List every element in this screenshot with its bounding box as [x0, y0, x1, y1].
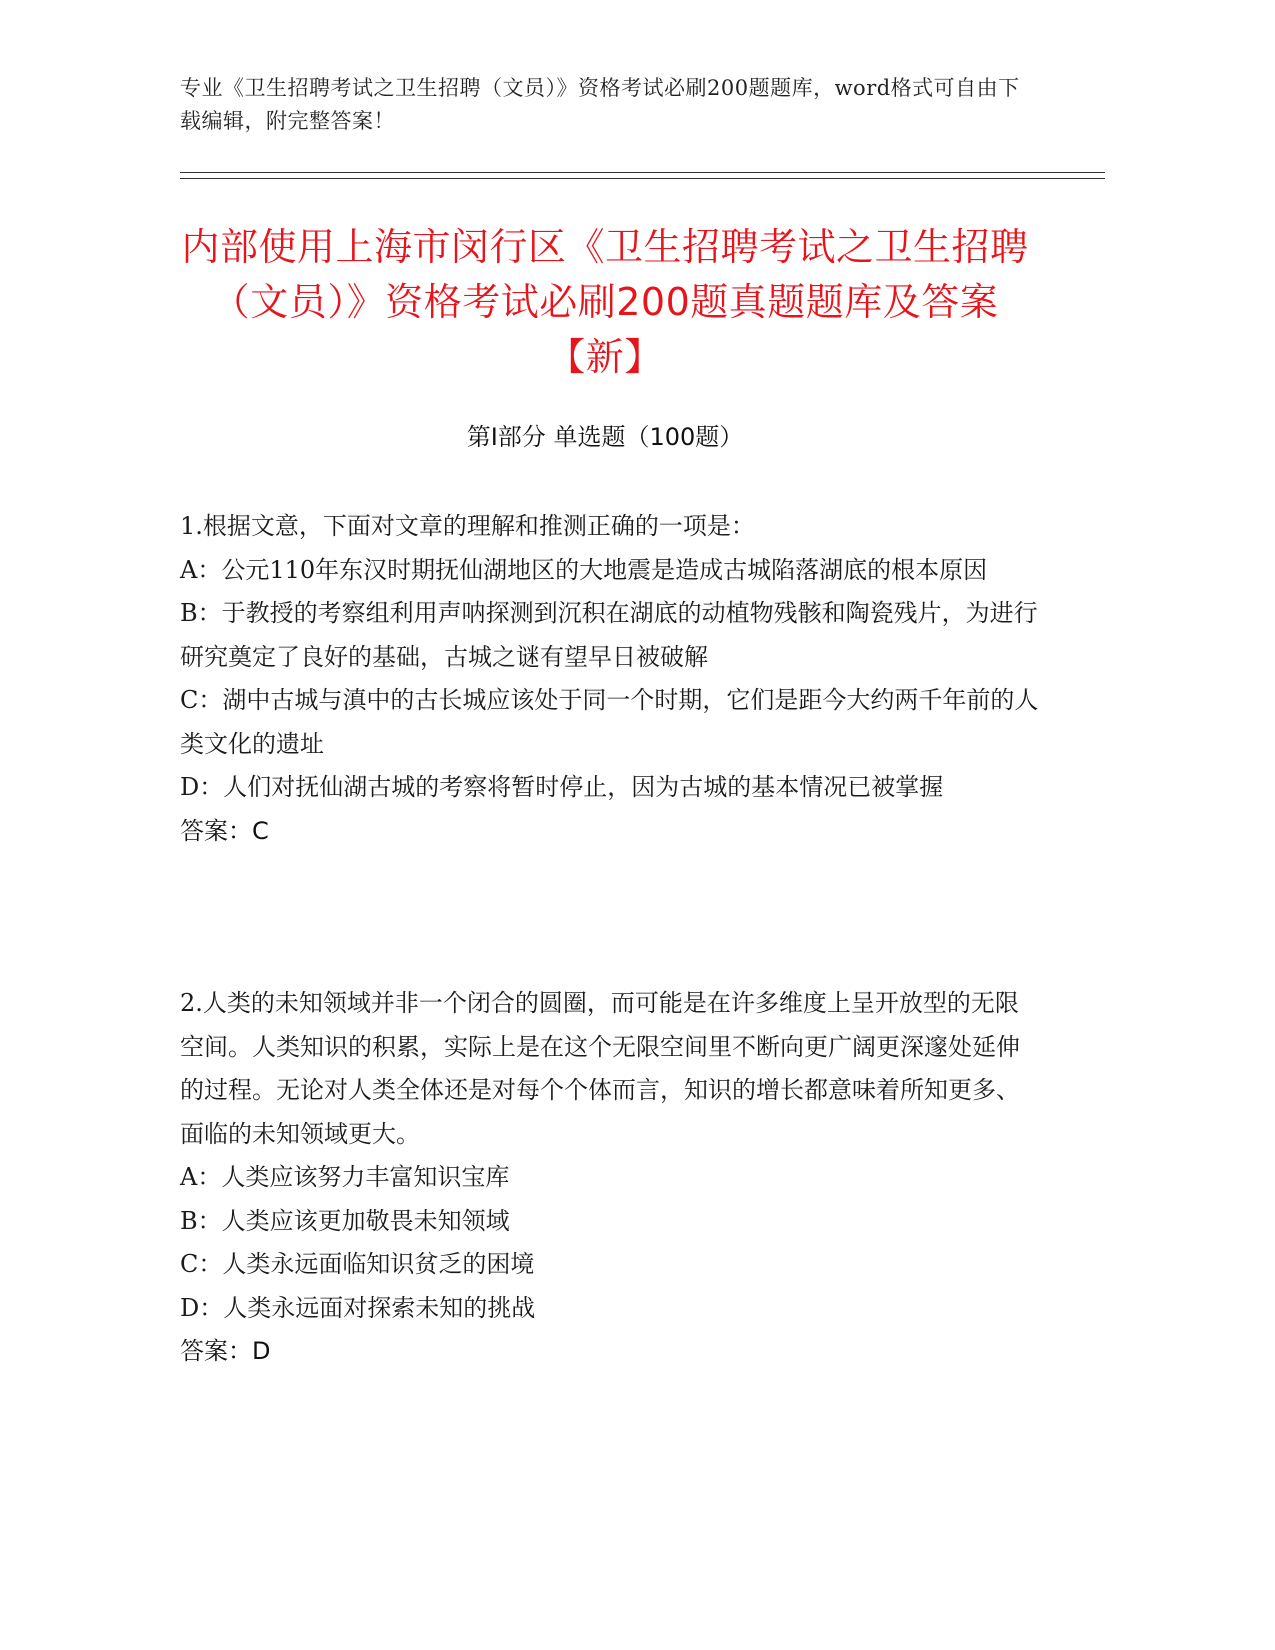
header-divider-top — [180, 172, 1105, 173]
option-a: A：公元110年东汉时期抚仙湖地区的大地震是造成古城陷落湖底的根本原因 — [180, 555, 988, 584]
question-block — [180, 982, 1040, 1374]
answer-line: 答案：D — [180, 1337, 271, 1365]
option-d: D：人类永远面对探索未知的挑战 — [180, 1293, 536, 1322]
question-block — [180, 505, 1040, 853]
section-heading: 第Ⅰ部分 单选题（100题） — [466, 423, 744, 451]
option-b: B：人类应该更加敬畏未知领域 — [180, 1206, 510, 1235]
answer-line: 答案：C — [180, 816, 269, 845]
option-a: A：人类应该努力丰富知识宝库 — [180, 1163, 510, 1191]
option-b: B：于教授的考察组利用声呐探测到沉积在湖底的动植物残骸和陶瓷残片，为进行研究奠定了良好的基础，古城之谜有望早日被破解 — [180, 599, 1038, 671]
question-stem: 1.根据文意，下面对文章的理解和推测正确的一项是： — [180, 512, 755, 540]
option-c: C：人类永远面临知识贫乏的困境 — [180, 1250, 535, 1278]
option-d: D：人们对抚仙湖古城的考察将暂时停止，因为古城的基本情况已被掌握 — [180, 773, 944, 801]
question-stem: 2.人类的未知领域并非一个闭合的圆圈，而可能是在许多维度上呈开放型的无限空间。人类知识的积累，实际上是在这个无限空间里不断向更广阔更深邃处延伸的过程。无论对人类全体还是对每个个体而言，知识的增长都意味着所知更多、面临的未知领域更大。 — [180, 989, 1020, 1148]
option-c: C：湖中古城与滇中的古长城应该处于同一个时期，它们是距今大约两千年前的人类文化的遗址 — [180, 686, 1039, 758]
header-divider-bottom — [180, 178, 1105, 179]
document-title: 内部使用上海市闵行区《卫生招聘考试之卫生招聘（文员）》资格考试必刷200题真题题库及答案【新】 — [181, 225, 1029, 379]
header-note: 专业《卫生招聘考试之卫生招聘（文员）》资格考试必刷200题题库，word格式可自由下载编辑，附完整答案！ — [180, 76, 1020, 133]
